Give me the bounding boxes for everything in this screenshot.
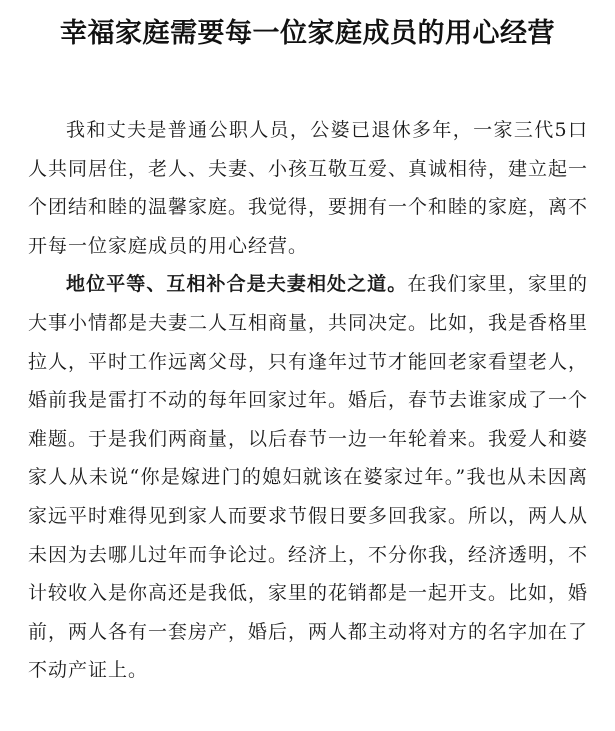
paragraph-lead-heading: 地位平等、互相补合是夫妻相处之道。 — [66, 273, 408, 296]
paragraph-family-intro — [28, 111, 588, 265]
document-title: 幸福家庭需要每一位家庭成员的用心经营 — [60, 18, 555, 49]
document-body — [28, 111, 588, 690]
paragraph-text: 在我们家里，家里的大事小情都是夫妻二人互相商量，共同决定。比如，我是香格里拉人，平时工作远离父母，只有逢年过节才能回老家看望老人，婚前我是雷打不动的每年回家过年。婚后，春节去谁家成了一个难题。于是我们两商量，以后春节一边一年轮着来。我爱人和婆家人从未说“你是嫁进门的媳妇就该在婆家过年。”我也从未因离家远平时难得见到家人而要求节假日要多回我家。所以，两人从未因为去哪儿过年而争论过。经济上，不分你我，经济透明，不计较收入是你高还是我低，家里的花销都是一起开支。比如，婚前，两人各有一套房产，婚后，两人都主动将对方的名字加在了不动产证上。 — [28, 273, 589, 682]
paragraph-text: 我和丈夫是普通公职人员，公婆已退休多年，一家三代5口人共同居住，老人、夫妻、小孩互敬互爱、真诚相待，建立起一个团结和睦的温馨家庭。我觉得，要拥有一个和睦的家庭，离不开每一位家庭成员的用心经营。 — [28, 119, 589, 257]
paragraph-equality — [28, 265, 588, 690]
